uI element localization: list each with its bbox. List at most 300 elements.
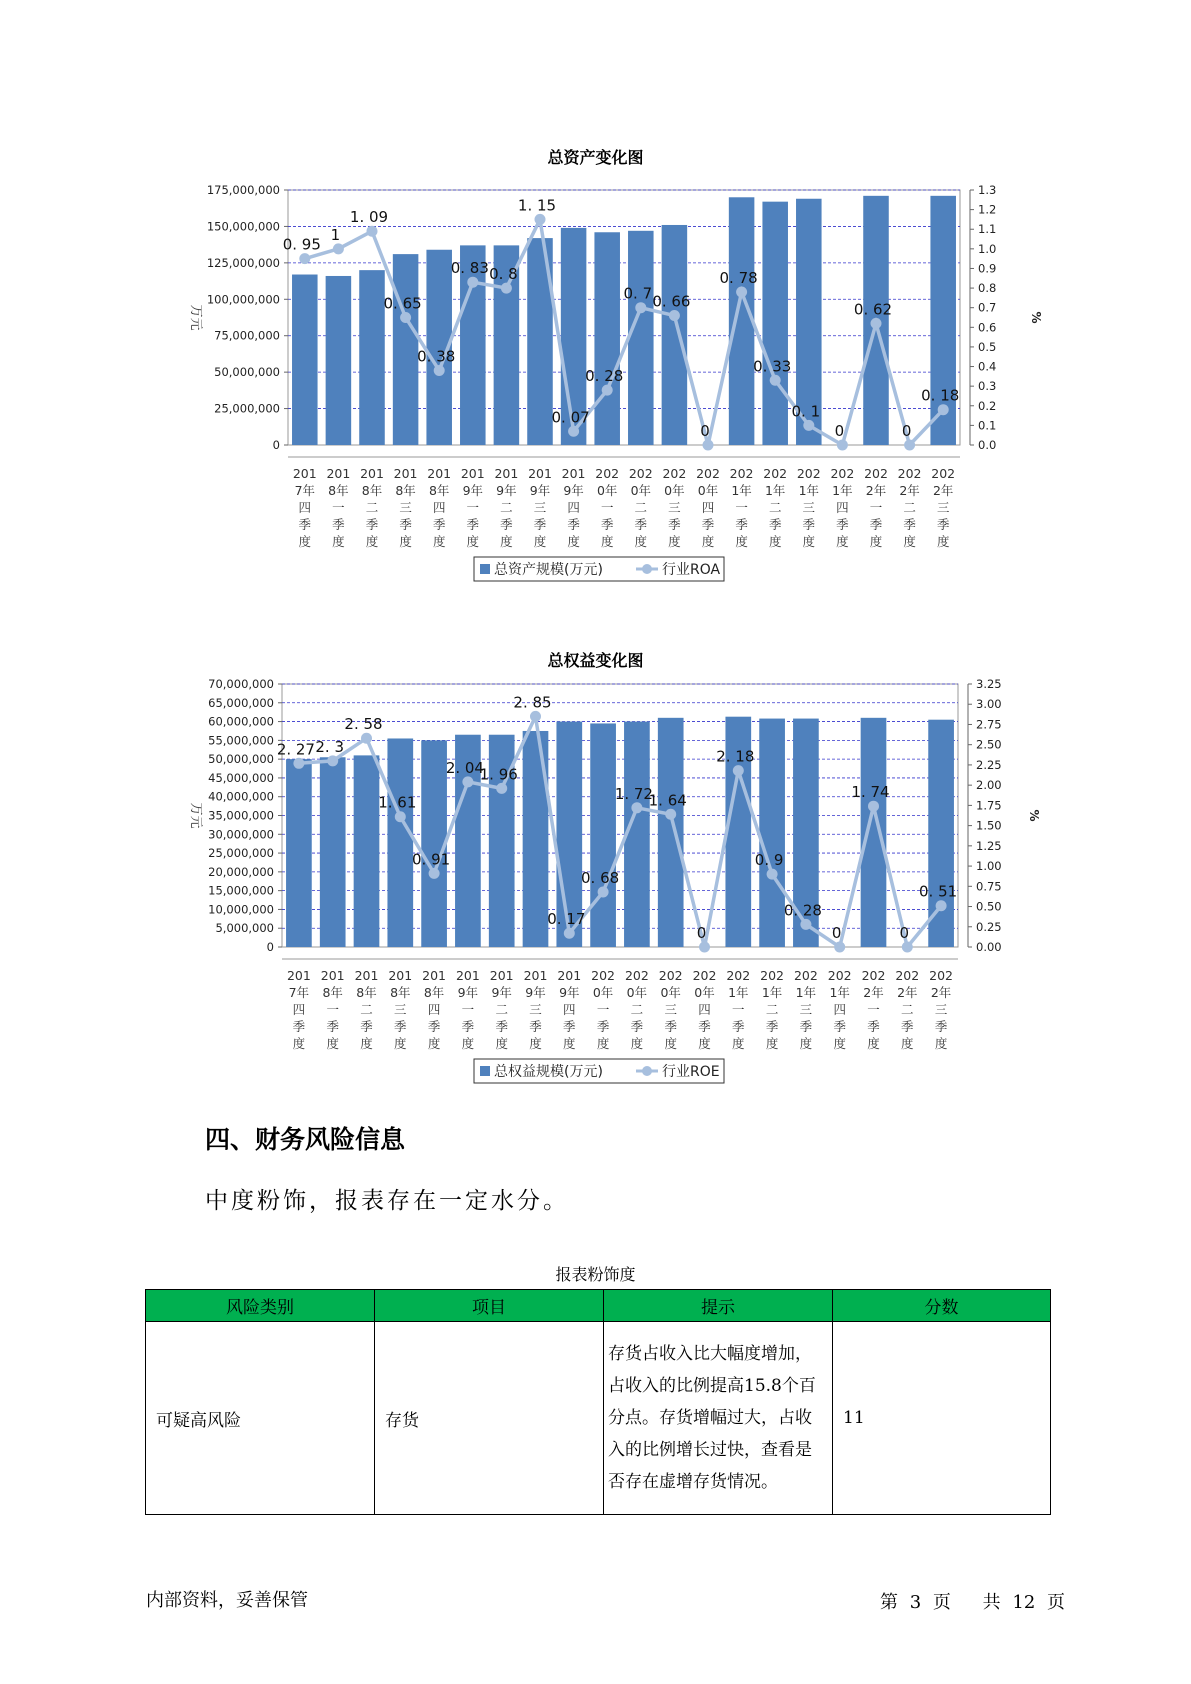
x-tick-label: 二: [500, 500, 513, 515]
x-tick-label: 9年: [529, 483, 551, 498]
x-tick-label: 三: [529, 1002, 542, 1017]
x-tick-label: 202: [696, 466, 720, 481]
x-tick-label: 度: [901, 1036, 914, 1051]
x-tick-label: 季: [668, 517, 681, 532]
x-tick-label: 季: [466, 517, 480, 532]
x-tick-label: 202: [763, 466, 788, 481]
total-pages: 12: [1012, 1592, 1036, 1613]
bar: [354, 755, 380, 947]
line-point: [770, 375, 781, 386]
x-tick-label: 一: [600, 500, 614, 515]
line-point: [767, 869, 778, 880]
x-tick-label: 季: [934, 1019, 948, 1034]
line-point: [568, 426, 579, 437]
y-tick-label: 50,000,000: [214, 365, 280, 380]
cell-score: 11: [833, 1322, 1051, 1515]
x-tick-label: 季: [394, 1019, 407, 1034]
x-tick-label: 201: [326, 466, 351, 481]
table-caption: 报表粉饰度: [555, 1265, 636, 1284]
data-label: 0. 1: [791, 402, 821, 421]
y-tick-label: 150,000,000: [206, 219, 280, 234]
x-tick-label: 季: [735, 517, 748, 532]
risk-table: [145, 1289, 1051, 1515]
x-tick-label: 201: [393, 466, 418, 481]
x-tick-label: 201: [455, 968, 480, 983]
x-tick-label: 季: [461, 1019, 475, 1034]
x-tick-label: 季: [634, 517, 648, 532]
x-tick-label: 季: [332, 517, 345, 532]
y-tick-label: 100,000,000: [206, 292, 280, 307]
x-tick-label: 0年: [630, 483, 652, 498]
data-label: 0. 7: [623, 284, 653, 303]
x-tick-label: 2年: [930, 985, 952, 1000]
data-label: 1. 15: [517, 196, 557, 215]
x-tick-label: 季: [432, 517, 446, 532]
y-tick-label: 175,000,000: [206, 183, 280, 197]
x-tick-label: 度: [936, 534, 950, 549]
line-point: [429, 868, 440, 879]
x-tick-label: 度: [833, 1036, 846, 1051]
legend-bar-swatch: [480, 564, 490, 574]
x-tick-label: 季: [360, 1019, 373, 1034]
line-point: [462, 776, 473, 787]
y-tick-label: 20,000,000: [208, 864, 274, 879]
x-tick-label: 四: [833, 1002, 846, 1017]
x-tick-label: 度: [934, 1036, 948, 1051]
y-tick-label: 50,000,000: [208, 752, 274, 767]
total-equity-chart: [0, 672, 1191, 1102]
y2-tick-label: 1.50: [976, 818, 1002, 833]
x-tick-label: 度: [365, 534, 379, 549]
y-tick-label: 5,000,000: [215, 921, 274, 936]
data-label: 0: [899, 924, 910, 942]
total-assets-chart: [0, 170, 1191, 600]
x-tick-label: 三: [668, 500, 681, 515]
line-point: [733, 765, 744, 776]
line-point: [803, 420, 814, 431]
x-tick-label: 季: [600, 517, 614, 532]
bar: [292, 275, 318, 445]
x-tick-label: 201: [360, 466, 384, 481]
y2-axis-label: %: [1029, 311, 1043, 324]
legend-label: 总权益规模(万元): [494, 1064, 603, 1080]
x-tick-label: 201: [320, 968, 345, 983]
x-tick-label: 三: [533, 500, 547, 515]
x-tick-label: 8年: [395, 483, 416, 498]
x-tick-label: 季: [630, 1019, 644, 1034]
x-tick-label: 201: [427, 466, 452, 481]
x-tick-label: 0年: [660, 985, 681, 1000]
x-tick-label: 三: [664, 1002, 677, 1017]
x-tick-label: 8年: [361, 483, 383, 498]
data-label: 2. 85: [513, 693, 552, 712]
x-tick-label: 二: [765, 1002, 779, 1017]
x-tick-label: 一: [466, 500, 480, 515]
y-tick-label: 25,000,000: [208, 846, 274, 861]
data-label: 0: [700, 422, 710, 440]
x-tick-label: 一: [596, 1002, 610, 1017]
x-tick-label: 四: [298, 500, 312, 515]
data-label: 1. 61: [378, 793, 417, 812]
y-tick-label: 55,000,000: [208, 733, 274, 748]
bar: [759, 719, 785, 947]
x-tick-label: 202: [931, 466, 956, 481]
x-tick-label: 1年: [731, 483, 752, 498]
y2-tick-label: 1.1: [978, 222, 997, 237]
x-tick-label: 度: [802, 534, 816, 549]
bar: [326, 276, 352, 445]
x-tick-label: 度: [600, 534, 614, 549]
line-point: [938, 404, 949, 415]
x-tick-label: 202: [830, 466, 855, 481]
legend-label: 行业ROE: [662, 1064, 720, 1080]
line-point: [834, 942, 845, 953]
x-tick-label: 四: [563, 1002, 576, 1017]
data-label: 2. 3: [315, 737, 345, 756]
x-tick-label: 一: [735, 500, 748, 515]
data-label: 1. 96: [479, 765, 518, 784]
page-current: 3: [909, 1592, 922, 1613]
data-label: 0. 38: [417, 347, 456, 366]
x-tick-label: 9年: [525, 985, 546, 1000]
x-tick-label: 1年: [832, 483, 853, 498]
y-tick-label: 10,000,000: [208, 902, 274, 917]
y2-tick-label: 2.75: [976, 717, 1002, 732]
x-tick-label: 三: [934, 1002, 948, 1017]
x-tick-label: 三: [394, 1002, 407, 1017]
line-point: [904, 440, 915, 451]
line-point: [564, 928, 575, 939]
x-tick-label: 度: [799, 1036, 813, 1051]
y2-tick-label: 1.75: [976, 798, 1002, 813]
footer-confidential: 内部资料，妥善保管: [146, 1590, 308, 1611]
bar: [286, 759, 312, 947]
line-point: [361, 733, 372, 744]
x-tick-label: 度: [298, 534, 312, 549]
y-tick-label: 15,000,000: [208, 883, 274, 898]
x-tick-label: 季: [495, 1019, 508, 1034]
x-tick-label: 202: [591, 968, 616, 983]
y2-tick-label: 0.9: [978, 261, 997, 276]
data-label: 0: [901, 422, 912, 440]
data-label: 0. 62: [853, 300, 893, 319]
x-tick-label: 1年: [795, 985, 817, 1000]
cell-hint: 存货占收入比大幅度增加，占收入的比例提高15.8个百分点。存货增幅过大，占收入的比例增长过快，查看是否存在虚增存货情况。: [604, 1322, 833, 1515]
data-label: 2. 18: [716, 747, 755, 766]
footer-page-number: [880, 1588, 1069, 1614]
x-tick-label: 202: [658, 968, 683, 983]
y2-tick-label: 0.00: [976, 940, 1002, 954]
y2-tick-label: 0.25: [976, 919, 1002, 934]
data-label: 1. 09: [349, 208, 389, 227]
x-tick-label: 三: [802, 500, 816, 515]
page-unit: 页: [932, 1592, 951, 1613]
line-point: [501, 283, 512, 294]
x-tick-label: 季: [596, 1019, 610, 1034]
x-tick-label: 季: [399, 517, 412, 532]
line-point: [598, 886, 609, 897]
x-tick-label: 9年: [462, 483, 484, 498]
x-tick-label: 度: [292, 1036, 306, 1051]
line-point: [602, 385, 613, 396]
y-tick-label: 0: [266, 940, 274, 954]
y2-tick-label: 0.5: [978, 339, 997, 354]
bar: [762, 202, 788, 445]
x-tick-label: 一: [867, 1002, 880, 1017]
x-tick-label: 度: [394, 1036, 407, 1051]
x-tick-label: 202: [796, 466, 821, 481]
x-tick-label: 季: [326, 1019, 339, 1034]
x-tick-label: 8年: [322, 985, 343, 1000]
x-tick-label: 二: [630, 1002, 644, 1017]
x-tick-label: 度: [500, 534, 513, 549]
page-prefix: 第: [880, 1592, 898, 1613]
x-tick-label: 季: [936, 517, 950, 532]
x-tick-label: 度: [903, 534, 916, 549]
y-tick-label: 40,000,000: [208, 789, 274, 804]
line-point: [400, 312, 411, 323]
x-tick-label: 201: [292, 466, 317, 481]
chart-title: 总权益变化图: [547, 651, 644, 670]
line-point: [467, 277, 478, 288]
bar: [590, 723, 616, 947]
x-tick-label: 度: [735, 534, 748, 549]
legend-label: 总资产规模(万元): [494, 562, 603, 578]
x-tick-label: 季: [298, 517, 312, 532]
x-tick-label: 201: [523, 968, 548, 983]
y-tick-label: 30,000,000: [208, 827, 274, 842]
y2-tick-label: 0.6: [978, 320, 997, 335]
data-label: 0. 78: [719, 269, 758, 287]
line-point: [496, 783, 507, 794]
x-tick-label: 四: [698, 1002, 711, 1017]
x-tick-label: 四: [292, 1002, 306, 1017]
x-tick-label: 1年: [764, 483, 786, 498]
x-tick-label: 二: [901, 1002, 914, 1017]
data-label: 0: [696, 924, 707, 942]
x-tick-label: 季: [563, 1019, 576, 1034]
y2-tick-label: 0.50: [976, 899, 1002, 914]
y-tick-label: 65,000,000: [208, 695, 274, 710]
x-tick-label: 季: [867, 1019, 880, 1034]
line-point: [936, 900, 947, 911]
y2-tick-label: 0.0: [978, 438, 997, 452]
x-tick-label: 201: [286, 968, 311, 983]
x-tick-label: 三: [399, 500, 412, 515]
y-tick-label: 125,000,000: [206, 255, 280, 270]
total-prefix: 共: [982, 1592, 1001, 1613]
y2-tick-label: 2.50: [976, 737, 1002, 752]
x-tick-label: 202: [624, 968, 649, 983]
data-label: 0. 18: [921, 386, 960, 405]
y2-tick-label: 0.2: [978, 398, 997, 413]
header-score: 分数: [833, 1290, 1051, 1322]
bar: [393, 254, 419, 445]
data-label: 0. 33: [753, 357, 792, 376]
x-tick-label: 季: [833, 1019, 846, 1034]
line-point: [800, 919, 811, 930]
x-tick-label: 202: [895, 968, 920, 983]
x-tick-label: 度: [326, 1036, 339, 1051]
x-tick-label: 2年: [897, 985, 918, 1000]
data-label: 0. 51: [919, 882, 958, 901]
x-tick-label: 季: [567, 517, 580, 532]
x-tick-label: 202: [864, 466, 888, 481]
x-tick-label: 度: [461, 1036, 475, 1051]
bar: [662, 225, 688, 445]
x-tick-label: 季: [869, 517, 883, 532]
x-tick-label: 度: [533, 534, 547, 549]
x-tick-label: 季: [365, 517, 379, 532]
x-tick-label: 度: [332, 534, 345, 549]
data-label: 1: [330, 225, 341, 244]
x-tick-label: 202: [861, 968, 886, 983]
chart-title: 总资产变化图: [547, 148, 644, 167]
line-point: [868, 801, 879, 812]
x-tick-label: 0年: [694, 985, 715, 1000]
x-tick-label: 度: [867, 1036, 880, 1051]
x-tick-label: 8年: [428, 483, 450, 498]
line-point: [736, 287, 747, 298]
x-tick-label: 季: [799, 1019, 813, 1034]
x-tick-label: 季: [529, 1019, 542, 1034]
x-tick-label: 9年: [496, 483, 517, 498]
y2-tick-label: 0.7: [978, 300, 997, 315]
x-tick-label: 度: [768, 534, 782, 549]
line-point: [434, 365, 445, 376]
line-point: [293, 758, 304, 769]
x-tick-label: 度: [630, 1036, 644, 1051]
legend-line-marker: [642, 564, 652, 574]
legend-bar-swatch: [480, 1066, 490, 1076]
x-tick-label: 2年: [932, 483, 954, 498]
x-tick-label: 202: [827, 968, 852, 983]
x-tick-label: 季: [701, 517, 715, 532]
legend-line-marker: [642, 1066, 652, 1076]
data-label: 1. 72: [614, 784, 653, 803]
x-tick-label: 四: [836, 500, 849, 515]
x-tick-label: 二: [634, 500, 648, 515]
x-tick-label: 201: [422, 968, 447, 983]
x-tick-label: 度: [701, 534, 715, 549]
y-tick-label: 45,000,000: [208, 770, 274, 785]
data-label: 0. 91: [412, 850, 451, 869]
x-tick-label: 三: [799, 1002, 813, 1017]
x-tick-label: 8年: [423, 985, 445, 1000]
x-tick-label: 季: [901, 1019, 914, 1034]
x-tick-label: 一: [461, 1002, 475, 1017]
line-point: [530, 711, 541, 722]
line-point: [299, 253, 310, 264]
total-unit: 页: [1047, 1592, 1066, 1613]
y-axis-label: 万元: [188, 802, 203, 829]
x-tick-label: 9年: [563, 483, 584, 498]
line-point: [535, 214, 546, 225]
x-tick-label: 季: [533, 517, 547, 532]
x-tick-label: 度: [466, 534, 480, 549]
x-tick-label: 9年: [457, 985, 479, 1000]
y2-tick-label: 3.25: [976, 677, 1002, 691]
x-tick-label: 8年: [356, 985, 377, 1000]
data-label: 0. 9: [754, 851, 784, 870]
x-tick-label: 1年: [761, 985, 783, 1000]
x-tick-label: 二: [903, 500, 916, 515]
x-tick-label: 二: [365, 500, 379, 515]
x-tick-label: 1年: [829, 985, 850, 1000]
y2-tick-label: 0.3: [978, 379, 997, 394]
y2-axis-label: %: [1027, 809, 1041, 822]
x-tick-label: 度: [495, 1036, 508, 1051]
x-tick-label: 1年: [728, 985, 749, 1000]
table-header-row: [146, 1290, 1051, 1322]
x-tick-label: 四: [567, 500, 580, 515]
x-tick-label: 四: [432, 500, 446, 515]
x-tick-label: 202: [726, 968, 751, 983]
y2-tick-label: 1.2: [978, 202, 997, 217]
x-tick-label: 度: [567, 534, 580, 549]
line-point: [635, 302, 646, 313]
header-hint: 提示: [604, 1290, 833, 1322]
x-tick-label: 度: [529, 1036, 542, 1051]
line-point: [902, 942, 913, 953]
x-tick-label: 三: [936, 500, 950, 515]
x-tick-label: 202: [628, 466, 653, 481]
line-point: [669, 310, 680, 321]
line-point: [367, 226, 378, 237]
x-tick-label: 度: [563, 1036, 576, 1051]
y2-tick-label: 0.4: [978, 359, 997, 374]
x-tick-label: 季: [903, 517, 916, 532]
data-label: 1. 64: [648, 791, 687, 810]
x-tick-label: 7年: [288, 985, 310, 1000]
section-heading: 四、财务风险信息: [205, 1125, 406, 1154]
x-tick-label: 201: [561, 466, 586, 481]
table-row: [146, 1322, 1051, 1515]
x-tick-label: 1年: [798, 483, 820, 498]
data-label: 0. 8: [489, 265, 518, 284]
data-label: 2. 58: [344, 715, 383, 734]
bar: [421, 740, 447, 947]
x-tick-label: 2年: [865, 483, 887, 498]
y2-tick-label: 0.75: [976, 879, 1002, 894]
line-point: [395, 811, 406, 822]
x-tick-label: 一: [326, 1002, 339, 1017]
x-tick-label: 季: [292, 1019, 306, 1034]
legend-label: 行业ROA: [662, 562, 721, 578]
x-tick-label: 季: [664, 1019, 677, 1034]
x-tick-label: 一: [332, 500, 345, 515]
x-tick-label: 度: [427, 1036, 441, 1051]
y2-tick-label: 0.1: [978, 418, 997, 433]
header-category: 风险类别: [146, 1290, 375, 1322]
y-tick-label: 60,000,000: [208, 714, 274, 729]
bar: [594, 232, 620, 445]
x-tick-label: 季: [768, 517, 782, 532]
bar: [320, 757, 346, 947]
line-point: [665, 809, 676, 820]
y-tick-label: 25,000,000: [214, 401, 280, 416]
y2-tick-label: 1.0: [978, 241, 997, 256]
x-tick-label: 季: [500, 517, 513, 532]
data-label: 1. 74: [851, 783, 890, 802]
line-point: [631, 802, 642, 813]
x-tick-label: 度: [360, 1036, 373, 1051]
y2-tick-label: 0.8: [978, 281, 997, 296]
x-tick-label: 202: [760, 968, 785, 983]
y2-tick-label: 2.25: [976, 757, 1002, 772]
x-tick-label: 一: [869, 500, 883, 515]
data-label: 2. 27: [276, 740, 315, 759]
